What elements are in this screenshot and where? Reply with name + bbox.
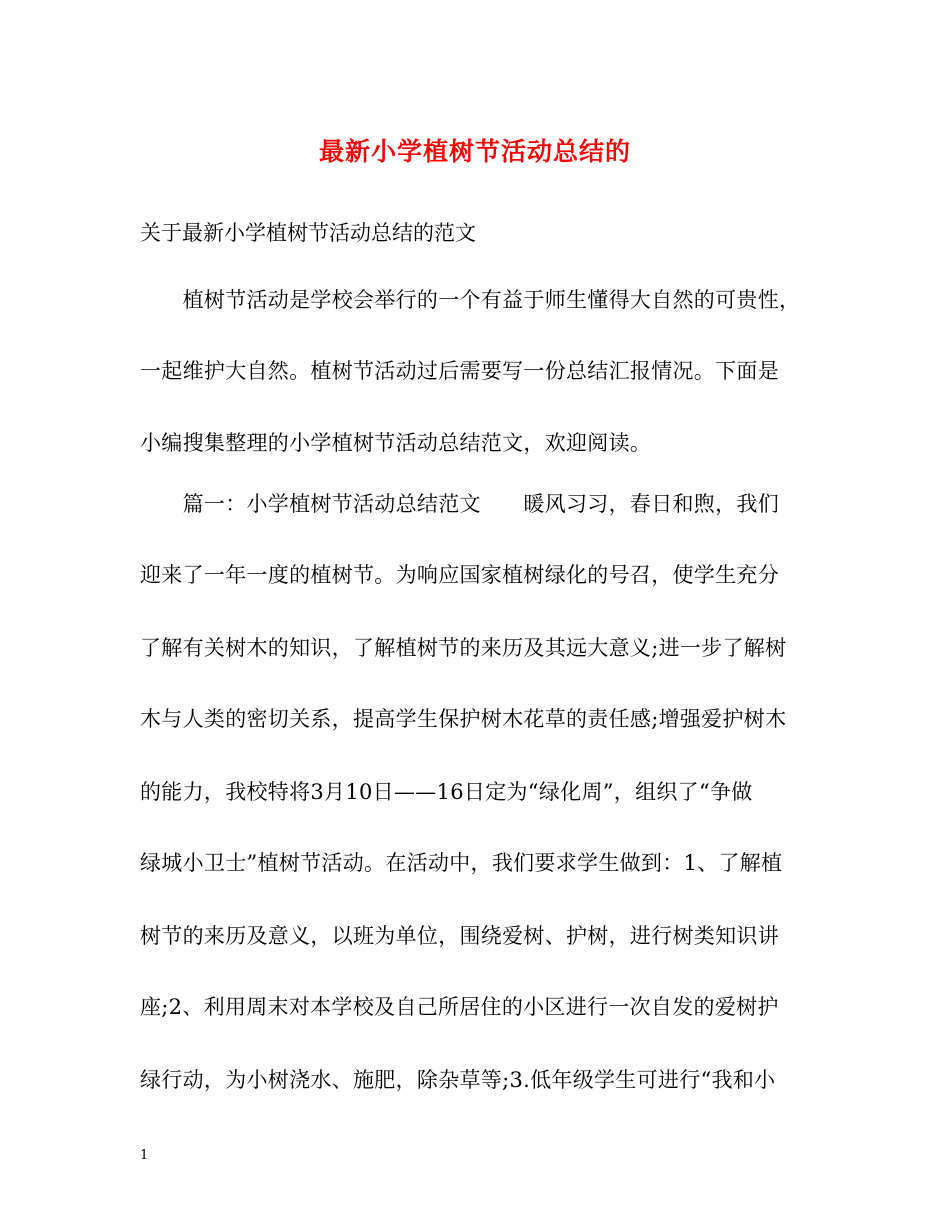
body-line: 小编搜集整理的小学植树节活动总结范文，欢迎阅读。 [140,431,652,455]
body-line: 一起维护大自然。植树节活动过后需要写一份总结汇报情况。下面是 [140,359,779,383]
body-line: 了解有关树木的知识，了解植树节的来历及其远大意义;进一步了解树 [140,636,787,660]
body-line: 座;2、利用周末对本学校及自己所居住的小区进行一次自发的爱树护 [140,995,779,1019]
body-line: 绿行动，为小树浇水、施肥，除杂草等;3.低年级学生可进行“我和小 [140,1068,776,1092]
body-line: 迎来了一年一度的植树节。为响应国家植树绿化的号召，使学生充分 [140,563,779,587]
body-line: 植树节活动是学校会举行的一个有益于师生懂得大自然的可贵性， [140,288,801,312]
document-subtitle: 关于最新小学植树节活动总结的范文 [140,221,476,245]
body-line: 树节的来历及意义，以班为单位，围绕爱树、护树，进行树类知识讲 [140,924,779,948]
body-line: 木与人类的密切关系，提高学生保护树木花草的责任感;增强爱护树木 [140,707,787,731]
body-line: 的能力，我校特将3月10日——16日定为“绿化周”，组织了“争做 [140,780,753,804]
document-title: 最新小学植树节活动总结的 [318,137,631,166]
page-number: 1 [140,1148,149,1163]
body-line: 篇一：小学植树节活动总结范文 暖风习习，春日和煦，我们 [140,492,779,516]
body-line: 绿城小卫士”植树节活动。在活动中，我们要求学生做到：1、了解植 [140,851,783,875]
